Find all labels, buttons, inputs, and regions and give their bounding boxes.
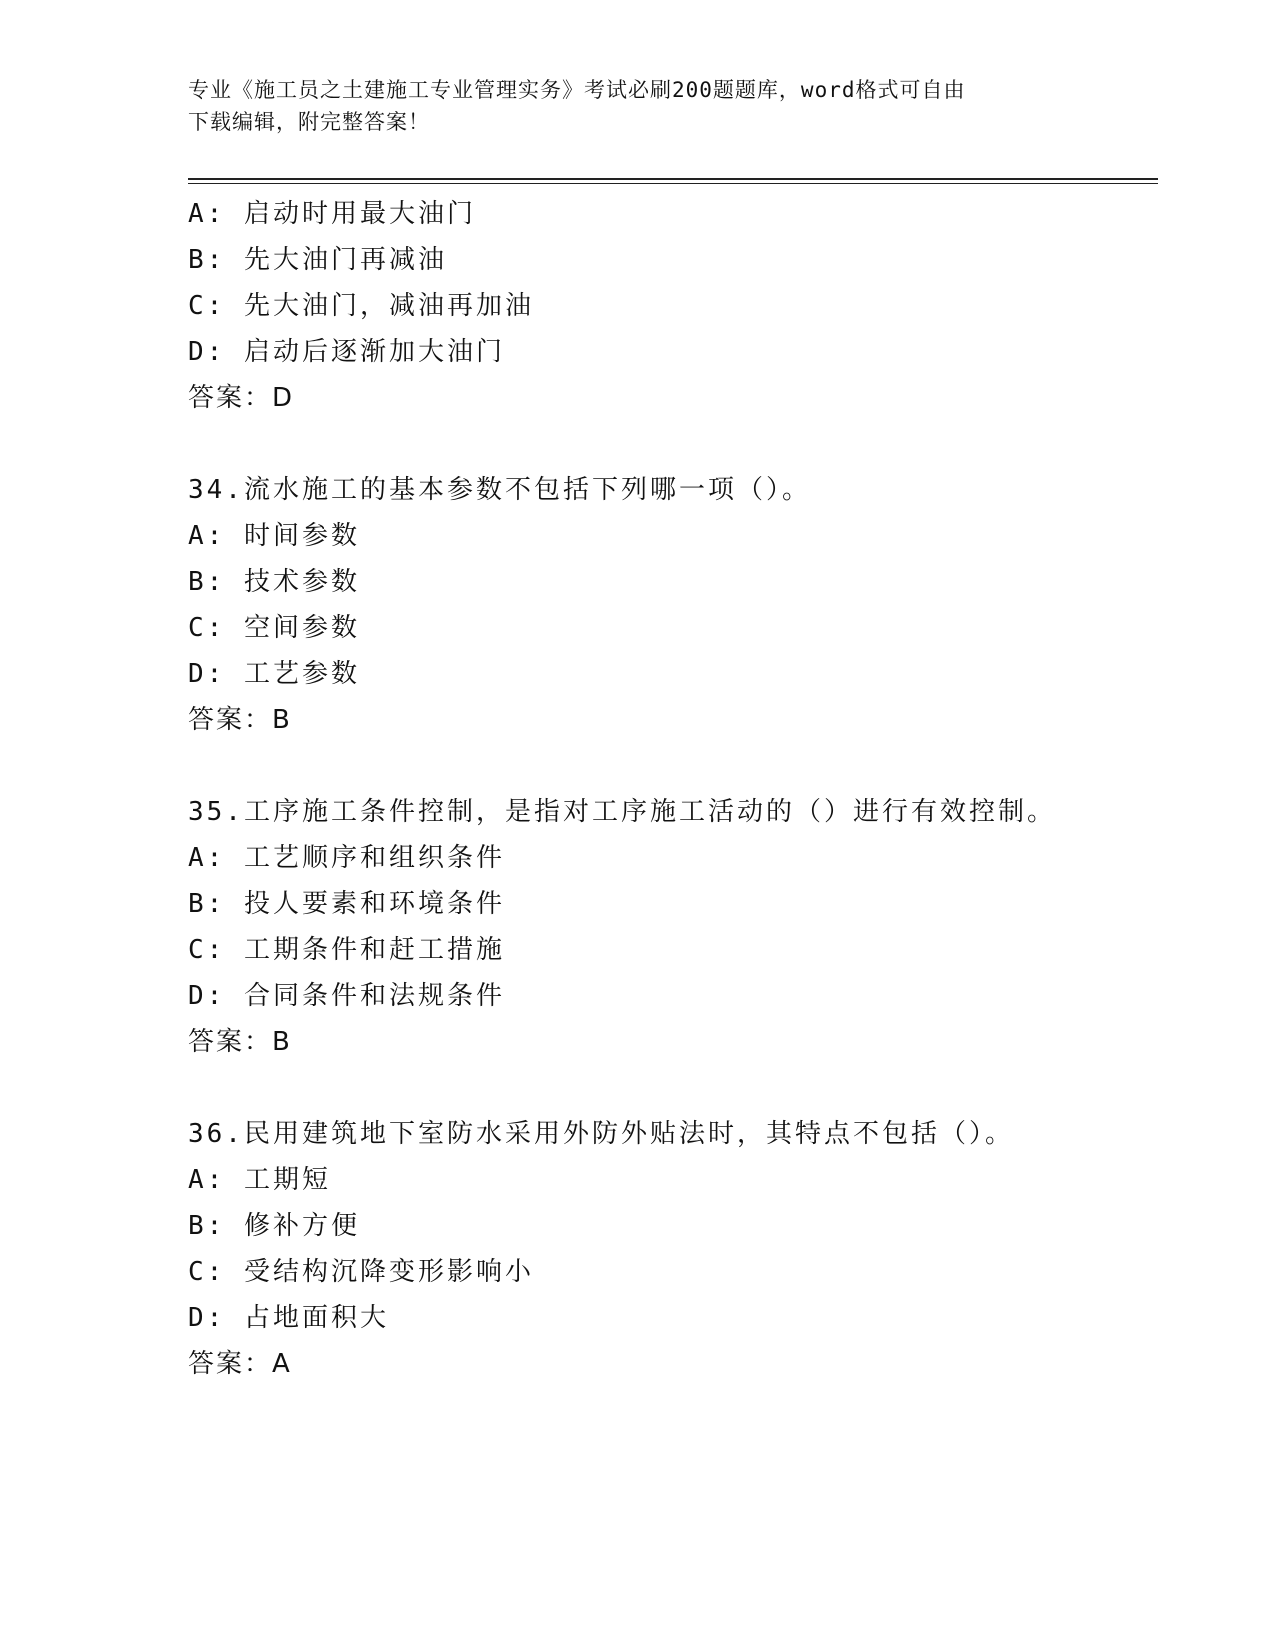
option-d: D: 占地面积大 bbox=[188, 1303, 389, 1333]
option-a: A: 工期短 bbox=[188, 1165, 331, 1195]
header-divider-thin bbox=[188, 183, 1158, 184]
answer: 答案：B bbox=[188, 705, 292, 735]
option-b: B: 投人要素和环境条件 bbox=[188, 889, 505, 919]
answer: 答案：D bbox=[188, 383, 295, 413]
option-a: A: 启动时用最大油门 bbox=[188, 199, 476, 229]
option-b: B: 修补方便 bbox=[188, 1211, 360, 1241]
option-c: C: 先大油门，减油再加油 bbox=[188, 291, 534, 321]
question-list bbox=[188, 191, 1168, 1387]
option-c: C: 受结构沉降变形影响小 bbox=[188, 1257, 534, 1287]
document-header bbox=[188, 74, 1088, 138]
option-a: A: 时间参数 bbox=[188, 521, 360, 551]
option-b: B: 技术参数 bbox=[188, 567, 360, 597]
question-36 bbox=[188, 1111, 1168, 1387]
option-c: C: 工期条件和赶工措施 bbox=[188, 935, 505, 965]
header-divider-thick bbox=[188, 178, 1158, 180]
question-33 bbox=[188, 191, 1168, 421]
option-d: D: 启动后逐渐加大油门 bbox=[188, 337, 505, 367]
option-d: D: 合同条件和法规条件 bbox=[188, 981, 505, 1011]
answer: 答案：A bbox=[188, 1349, 292, 1379]
spacer bbox=[188, 743, 1168, 789]
spacer bbox=[188, 421, 1168, 467]
answer: 答案：B bbox=[188, 1027, 292, 1057]
option-d: D: 工艺参数 bbox=[188, 659, 360, 689]
question-34 bbox=[188, 467, 1168, 743]
question-stem: 35.工序施工条件控制，是指对工序施工活动的（）进行有效控制。 bbox=[188, 797, 1056, 827]
option-c: C: 空间参数 bbox=[188, 613, 360, 643]
header-line-2: 下载编辑，附完整答案！ bbox=[188, 110, 430, 134]
question-stem: 34.流水施工的基本参数不包括下列哪一项（）。 bbox=[188, 475, 811, 505]
question-35 bbox=[188, 789, 1168, 1065]
question-stem: 36.民用建筑地下室防水采用外防外贴法时，其特点不包括（）。 bbox=[188, 1119, 1014, 1149]
header-line-1: 专业《施工员之土建施工专业管理实务》考试必刷200题题库，word格式可自由 bbox=[188, 78, 966, 102]
spacer bbox=[188, 1065, 1168, 1111]
option-b: B: 先大油门再减油 bbox=[188, 245, 447, 275]
option-a: A: 工艺顺序和组织条件 bbox=[188, 843, 505, 873]
